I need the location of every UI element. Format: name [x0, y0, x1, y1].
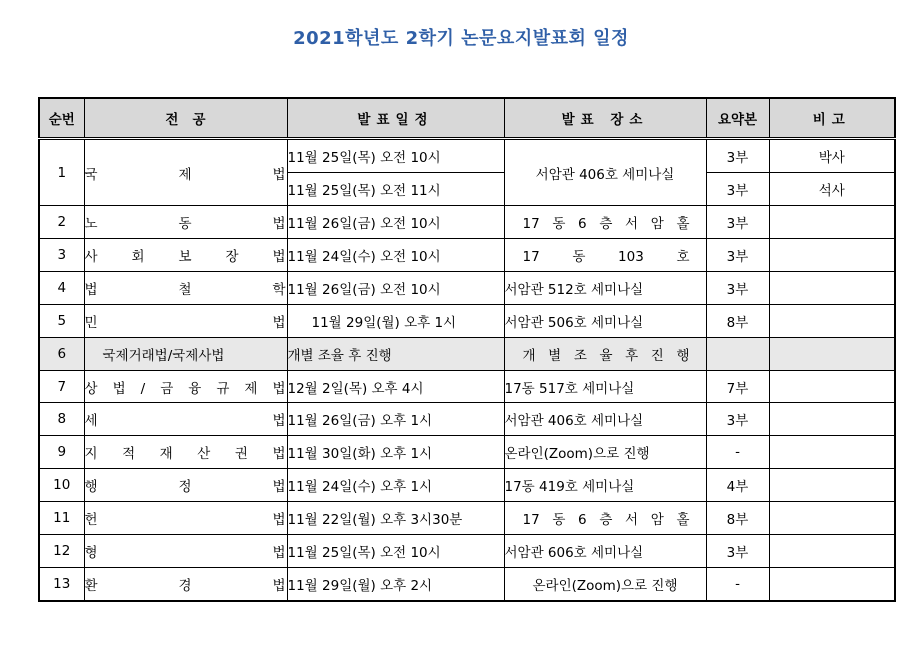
row-place: 17 동 6 층 서 암 홀: [504, 206, 706, 239]
row-note: [769, 337, 895, 370]
row-note: [769, 403, 895, 436]
page-title: 2021학년도 2학기 논문요지발표회 일정: [293, 28, 629, 49]
row-major: 환 경 법: [84, 567, 287, 601]
row-date: 11월 30일(화) 오후 1시: [287, 436, 504, 469]
row-major: 지 적 재 산 권 법: [84, 436, 287, 469]
row-note: [769, 272, 895, 305]
table-row: [39, 239, 895, 272]
row-note: 박사: [769, 139, 895, 173]
row-place: 온라인(Zoom)으로 진행: [504, 567, 706, 601]
row-place: 서암관 406호 세미나실: [504, 139, 706, 206]
row-date: 11월 24일(수) 오후 1시: [287, 469, 504, 502]
schedule-table: [38, 97, 896, 602]
row-copies: -: [706, 567, 769, 601]
table-row: [39, 139, 895, 173]
row-note: [769, 502, 895, 535]
table-header-row: [39, 98, 895, 139]
row-note: [769, 567, 895, 601]
table-row: [39, 534, 895, 567]
row-major: 법 철 학: [84, 272, 287, 305]
row-note: 석사: [769, 173, 895, 206]
row-major: 행 정 법: [84, 469, 287, 502]
row-copies: 3부: [706, 272, 769, 305]
row-place: 17동 419호 세미나실: [504, 469, 706, 502]
header-date: 발표일정: [287, 98, 504, 139]
row-no: 4: [39, 272, 84, 305]
row-no: 8: [39, 403, 84, 436]
row-date: 11월 25일(목) 오전 11시: [287, 173, 504, 206]
row-date: 11월 25일(목) 오전 10시: [287, 534, 504, 567]
row-note: [769, 206, 895, 239]
table-row: [39, 206, 895, 239]
row-date: 12월 2일(목) 오후 4시: [287, 370, 504, 403]
row-date: 11월 25일(목) 오전 10시: [287, 139, 504, 173]
row-no: 7: [39, 370, 84, 403]
row-date: 11월 29일(월) 오후 2시: [287, 567, 504, 601]
row-date: 11월 29일(월) 오후 1시: [287, 304, 504, 337]
row-major: 민 법: [84, 304, 287, 337]
row-copies: 7부: [706, 370, 769, 403]
row-no: 6: [39, 337, 84, 370]
row-note: [769, 469, 895, 502]
table-row: [39, 370, 895, 403]
row-no: 3: [39, 239, 84, 272]
row-place: 서암관 512호 세미나실: [504, 272, 706, 305]
row-copies: 3부: [706, 239, 769, 272]
row-note: [769, 534, 895, 567]
row-date: 개별 조율 후 진행: [287, 337, 504, 370]
row-major: 사 회 보 장 법: [84, 239, 287, 272]
row-major: 헌 법: [84, 502, 287, 535]
row-major: 세 법: [84, 403, 287, 436]
row-date: 11월 26일(금) 오전 10시: [287, 272, 504, 305]
row-place: 개 별 조 율 후 진 행: [504, 337, 706, 370]
row-place: 서암관 406호 세미나실: [504, 403, 706, 436]
table-row: [39, 502, 895, 535]
row-copies: 3부: [706, 403, 769, 436]
row-copies: 3부: [706, 139, 769, 173]
row-date: 11월 22일(월) 오후 3시30분: [287, 502, 504, 535]
header-major: 전 공: [84, 98, 287, 139]
row-date: 11월 26일(금) 오후 1시: [287, 403, 504, 436]
row-place: 서암관 506호 세미나실: [504, 304, 706, 337]
row-no: 10: [39, 469, 84, 502]
row-place: 17 동 103 호: [504, 239, 706, 272]
row-date: 11월 24일(수) 오전 10시: [287, 239, 504, 272]
row-copies: 3부: [706, 173, 769, 206]
header-no: 순번: [39, 98, 84, 139]
row-copies: 8부: [706, 502, 769, 535]
row-major: 상 법 / 금 융 규 제 법: [84, 370, 287, 403]
row-no: 5: [39, 304, 84, 337]
header-place: 발표 장소: [504, 98, 706, 139]
row-major: 국 제 법: [84, 139, 287, 206]
row-note: [769, 436, 895, 469]
row-major: 국제거래법/국제사법: [84, 337, 287, 370]
row-no: 13: [39, 567, 84, 601]
table-row: [39, 469, 895, 502]
row-place: 17동 517호 세미나실: [504, 370, 706, 403]
row-place: 온라인(Zoom)으로 진행: [504, 436, 706, 469]
row-no: 2: [39, 206, 84, 239]
table-row: [39, 337, 895, 370]
row-place: 서암관 606호 세미나실: [504, 534, 706, 567]
row-copies: [706, 337, 769, 370]
row-no: 11: [39, 502, 84, 535]
row-note: [769, 304, 895, 337]
header-copies: 요약본: [706, 98, 769, 139]
row-note: [769, 239, 895, 272]
row-no: 12: [39, 534, 84, 567]
table-row: [39, 272, 895, 305]
table-row: [39, 567, 895, 601]
row-major: 형 법: [84, 534, 287, 567]
table-row: [39, 436, 895, 469]
row-copies: 3부: [706, 534, 769, 567]
row-date: 11월 26일(금) 오전 10시: [287, 206, 504, 239]
row-copies: 3부: [706, 206, 769, 239]
row-copies: -: [706, 436, 769, 469]
row-no: 9: [39, 436, 84, 469]
row-copies: 8부: [706, 304, 769, 337]
row-copies: 4부: [706, 469, 769, 502]
row-major: 노 동 법: [84, 206, 287, 239]
row-place: 17 동 6 층 서 암 홀: [504, 502, 706, 535]
row-note: [769, 370, 895, 403]
table-row: [39, 403, 895, 436]
header-note: 비고: [769, 98, 895, 139]
row-no: 1: [39, 139, 84, 206]
table-row: [39, 304, 895, 337]
